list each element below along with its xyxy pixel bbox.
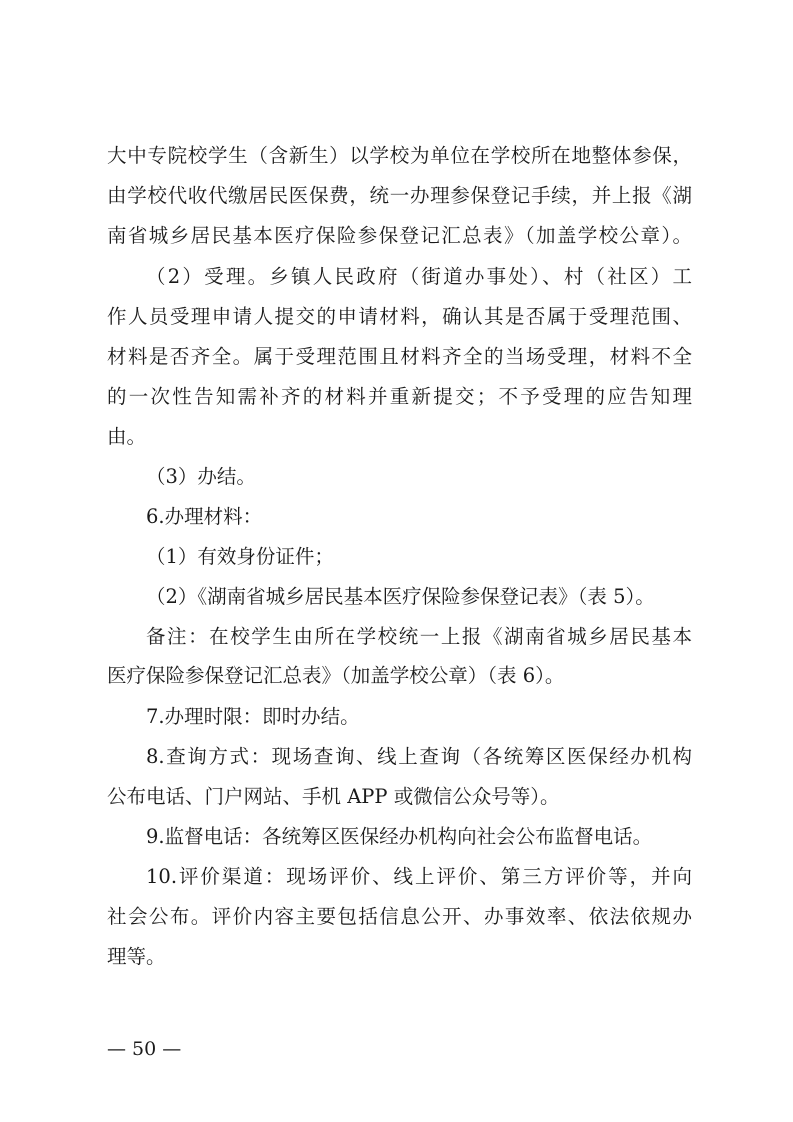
section-heading: 7.办理时限：即时办结。	[146, 705, 360, 728]
paragraph-line: 的一次性告知需补齐的材料并重新提交；不予受理的应告知理	[107, 385, 692, 408]
section-heading: 10.评价渠道：现场评价、线上评价、第三方评价等，并向	[146, 865, 692, 888]
section-heading: 8.查询方式：现场查询、线上查询（各统筹区医保经办机构	[146, 745, 692, 768]
paragraph-line: 作人员受理申请人提交的申请材料，确认其是否属于受理范围、	[107, 305, 692, 328]
note-line: 医疗保险参保登记汇总表》（加盖学校公章）（表 6）。	[107, 664, 565, 687]
paragraph-line: 社会公布。评价内容主要包括信息公开、办事效率、依法依规办	[107, 905, 692, 928]
note-line: 备注：在校学生由所在学校统一上报《湖南省城乡居民基本	[146, 625, 692, 648]
paragraph-line: （2）《湖南省城乡居民基本医疗保险参保登记表》（表 5）。	[146, 585, 655, 608]
page-number: — 50 —	[107, 1038, 182, 1060]
paragraph-line: （1）有效身份证件；	[146, 545, 334, 568]
paragraph-line: 由学校代收代缴居民医保费，统一办理参保登记手续，并上报《湖	[107, 184, 692, 207]
paragraph-line: 南省城乡居民基本医疗保险参保登记汇总表》（加盖学校公章）。	[107, 224, 692, 247]
paragraph-line: 大中专院校学生（含新生）以学校为单位在学校所在地整体参保，	[107, 144, 692, 167]
section-heading: 6.办理材料：	[146, 505, 263, 528]
section-heading: 9.监督电话：各统筹区医保经办机构向社会公布监督电话。	[146, 825, 653, 848]
paragraph-line: （2）受理。乡镇人民政府（街道办事处）、村（社区）工	[146, 265, 692, 288]
paragraph-line: 材料是否齐全。属于受理范围且材料齐全的当场受理，材料不全	[107, 345, 692, 368]
paragraph-line: 由。	[107, 425, 147, 448]
paragraph-line: 公布电话、门户网站、手机 APP 或微信公众号等）。	[107, 785, 560, 808]
paragraph-line: （3）办结。	[146, 465, 256, 488]
paragraph-line: 理等。	[107, 945, 166, 968]
